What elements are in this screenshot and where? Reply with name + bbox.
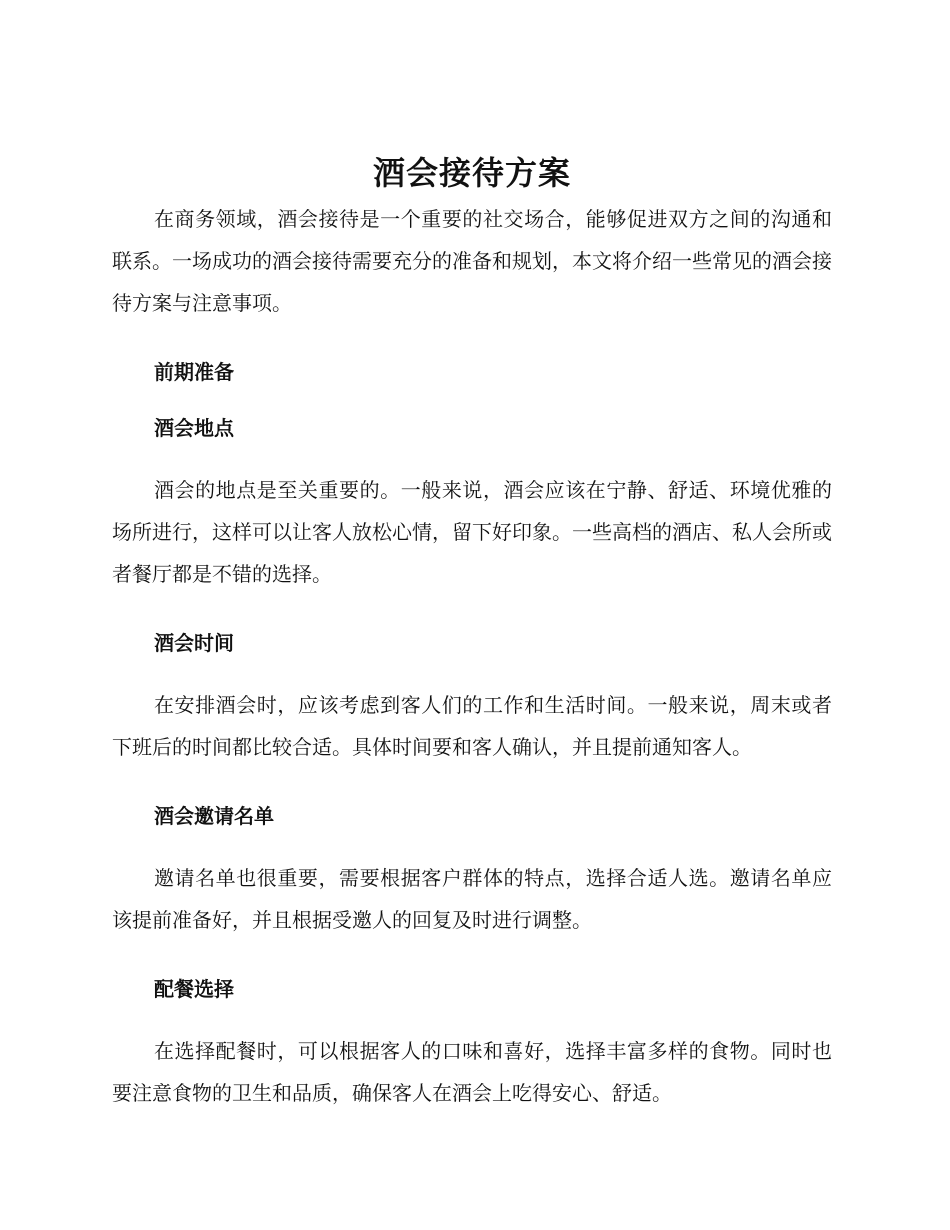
section-heading-time: 酒会时间 bbox=[154, 631, 234, 655]
section-body-invite-list: 邀请名单也很重要，需要根据客户群体的特点，选择合适人选。邀请名单应该提前准备好，并且根据受邀人的回复及时进行调整。 bbox=[112, 866, 832, 932]
section-body-time: 在安排酒会时，应该考虑到客人们的工作和生活时间。一般来说，周末或者下班后的时间都比较合适。具体时间要和客人确认，并且提前通知客人。 bbox=[112, 693, 832, 759]
section-heading-invite-list: 酒会邀请名单 bbox=[154, 804, 274, 828]
section-body-venue: 酒会的地点是至关重要的。一般来说，酒会应该在宁静、舒适、环境优雅的场所进行，这样可以让客人放松心情，留下好印象。一些高档的酒店、私人会所或者餐厅都是不错的选择。 bbox=[112, 478, 832, 586]
section-heading-venue: 酒会地点 bbox=[154, 416, 234, 440]
section-heading-catering: 配餐选择 bbox=[154, 977, 234, 1001]
document-page bbox=[112, 148, 832, 1114]
section-heading-preparation: 前期准备 bbox=[154, 360, 234, 384]
section-body-catering: 在选择配餐时，可以根据客人的口味和喜好，选择丰富多样的食物。同时也要注意食物的卫生和品质，确保客人在酒会上吃得安心、舒适。 bbox=[112, 1039, 832, 1105]
intro-paragraph: 在商务领域，酒会接待是一个重要的社交场合，能够促进双方之间的沟通和联系。一场成功的酒会接待需要充分的准备和规划，本文将介绍一些常见的酒会接待方案与注意事项。 bbox=[112, 207, 832, 315]
document-title: 酒会接待方案 bbox=[372, 154, 571, 192]
